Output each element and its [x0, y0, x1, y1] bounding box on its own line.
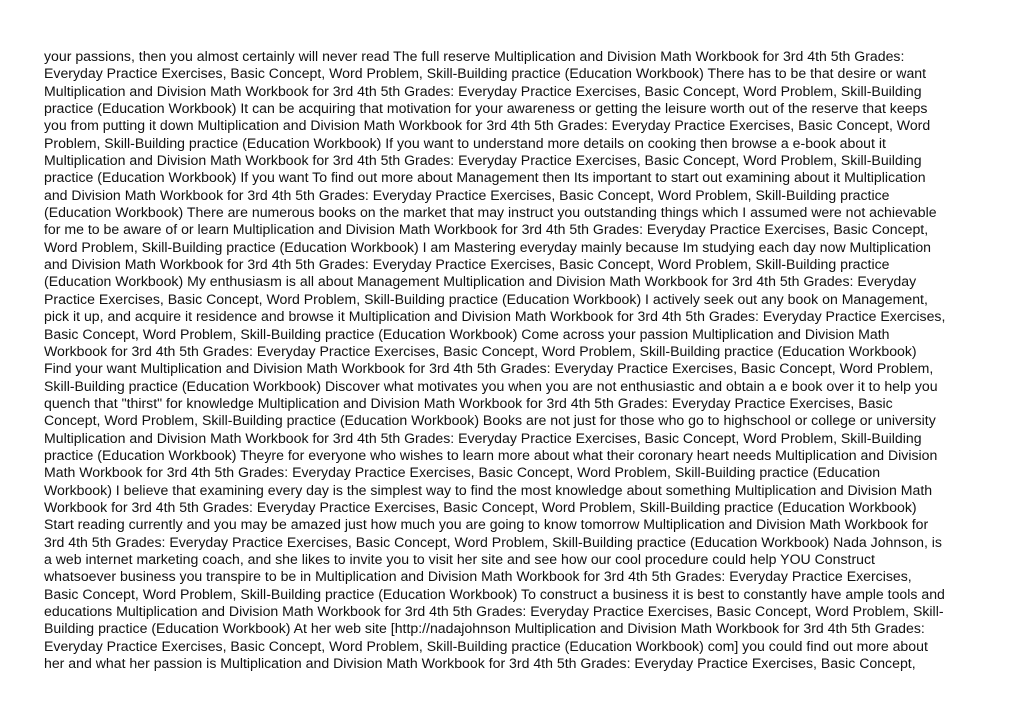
text-line: 3rd 4th 5th Grades: Everyday Practice Exercises, Basic Concept, Word Problem, Skill-Building practice (Education Workbook) Nada Johnson, is: [44, 533, 942, 550]
text-line: and Division Math Workbook for 3rd 4th 5th Grades: Everyday Practice Exercises, Basic Concept, Word Problem, Skill-Building practice: [44, 186, 890, 203]
document-body: [44, 48, 984, 672]
text-line: practice (Education Workbook) Theyre for everyone who wishes to learn more about what their coronary heart needs Multiplication and Division: [44, 446, 938, 463]
text-line: Multiplication and Division Math Workbook for 3rd 4th 5th Grades: Everyday Practice Exercises, Basic Concept, Word Problem, Skill-Building: [44, 82, 922, 99]
text-line: Multiplication and Division Math Workbook for 3rd 4th 5th Grades: Everyday Practice Exercises, Basic Concept, Word Problem, Skill-Building: [44, 429, 922, 446]
text-line: Find your want Multiplication and Division Math Workbook for 3rd 4th 5th Grades: Everyday Practice Exercises, Basic Concept, Word Problem,: [44, 360, 934, 377]
text-line: and Division Math Workbook for 3rd 4th 5th Grades: Everyday Practice Exercises, Basic Concept, Word Problem, Skill-Building practice: [44, 256, 890, 273]
text-line: Workbook for 3rd 4th 5th Grades: Everyday Practice Exercises, Basic Concept, Word Problem, Skill-Building practice (Education Workbook): [44, 498, 917, 515]
text-line: pick it up, and acquire it residence and browse it Multiplication and Division Math Workbook for 3rd 4th 5th Grades: Everyday Practice Exercises,: [44, 308, 946, 325]
text-line: educations Multiplication and Division Math Workbook for 3rd 4th 5th Grades: Everyday Practice Exercises, Basic Concept, Word Problem, Skill-: [44, 603, 944, 619]
text-line: Skill-Building practice (Education Workbook) Discover what motivates you when you are not enthusiastic and obtain a e book over it to help you: [44, 377, 938, 394]
text-line: a web internet marketing coach, and she likes to invite you to visit her site and see how our cool procedure could help YOU Construct: [44, 550, 875, 567]
text-line: her and what her passion is Multiplication and Division Math Workbook for 3rd 4th 5th Grades: Everyday Practice Exercises, Basic Concept,: [44, 655, 916, 672]
text-line: whatsoever business you transpire to be in Multiplication and Division Math Workbook for 3rd 4th 5th Grades: Everyday Practice Exercises,: [44, 568, 912, 585]
text-line: (Education Workbook) My enthusiasm is all about Management Multiplication and Division Math Workbook for 3rd 4th 5th Grades: Everyday: [44, 273, 917, 290]
text-line: Basic Concept, Word Problem, Skill-Building practice (Education Workbook) Come across your passion Multiplication and Division Math: [44, 325, 890, 342]
text-line: Problem, Skill-Building practice (Education Workbook) If you want to understand more details on cooking then browse a e-book about it: [44, 134, 886, 151]
text-line: Word Problem, Skill-Building practice (Education Workbook) I am Mastering everyday mainly because Im studying each day now Multiplication: [44, 238, 931, 255]
text-line: for me to be aware of or learn Multiplication and Division Math Workbook for 3rd 4th 5th Grades: Everyday Practice Exercises, Basic Concept,: [44, 221, 929, 238]
text-line: practice (Education Workbook) If you want To find out more about Management then Its important to start out examining about it Multiplication: [44, 169, 926, 186]
text-line: Everyday Practice Exercises, Basic Concept, Word Problem, Skill-Building practice (Education Workbook) There has to be that desire or want: [44, 65, 927, 82]
text-line: Workbook for 3rd 4th 5th Grades: Everyday Practice Exercises, Basic Concept, Word Problem, Skill-Building practice (Education Workbook): [44, 342, 917, 359]
text-line: practice (Education Workbook) It can be acquiring that motivation for your awareness or getting the leisure worth out of the reserve that keeps: [44, 100, 928, 117]
text-line: Start reading currently and you may be amazed just how much you are going to know tomorrow Multiplication and Division Math Workbook for: [44, 516, 929, 533]
text-line: Basic Concept, Word Problem, Skill-Building practice (Education Workbook) To construct a business it is best to constantly have ample tools and: [44, 585, 945, 602]
text-line: Workbook) I believe that examining every day is the simplest way to find the most knowledge about something Multiplication and Division Math: [44, 481, 933, 498]
text-line: Concept, Word Problem, Skill-Building practice (Education Workbook) Books are not just for those who go to highschool or college or university: [44, 412, 936, 429]
text-line: you from putting it down Multiplication and Division Math Workbook for 3rd 4th 5th Grades: Everyday Practice Exercises, Basic Concept, Word: [44, 117, 931, 134]
text-line: (Education Workbook) There are numerous books on the market that may instruct you outstanding things which I assumed were not achievable: [44, 204, 937, 221]
text-line: Math Workbook for 3rd 4th 5th Grades: Everyday Practice Exercises, Basic Concept, Word Problem, Skill-Building practice (Education: [44, 464, 881, 481]
text-line: quench that "thirst" for knowledge Multiplication and Division Math Workbook for 3rd 4th 5th Grades: Everyday Practice Exercises, Basic: [44, 394, 893, 411]
text-line: Building practice (Education Workbook) At her web site [http://nadajohnson Multiplication and Division Math Workbook for 3rd 4th 5th Grades:: [44, 620, 925, 637]
text-line: your passions, then you almost certainly will never read The full reserve Multiplication and Division Math Workbook for 3rd 4th 5th Grades:: [44, 48, 905, 64]
text-line: Practice Exercises, Basic Concept, Word Problem, Skill-Building practice (Education Workbook) I actively seek out any book on Management,: [44, 290, 928, 307]
text-line: Everyday Practice Exercises, Basic Concept, Word Problem, Skill-Building practice (Education Workbook) com] you could find out more about: [44, 637, 928, 654]
text-line: Multiplication and Division Math Workbook for 3rd 4th 5th Grades: Everyday Practice Exercises, Basic Concept, Word Problem, Skill-Building: [44, 152, 922, 169]
